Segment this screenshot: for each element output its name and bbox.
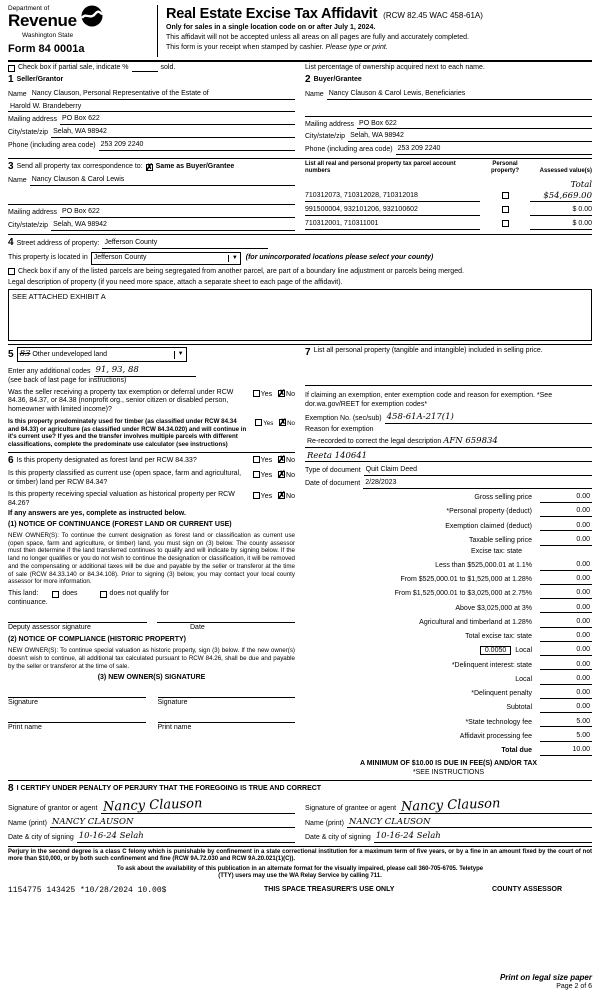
washington-state-label: Washington State — [22, 31, 74, 39]
buyer-phone-label: Phone (including area code) — [305, 146, 393, 154]
form-title-rcw: (RCW 82.45 WAC 458-61A) — [383, 11, 483, 20]
tier1-label: Less than $525,000.01 at 1.1% — [435, 561, 532, 569]
deputy-date-field[interactable] — [157, 614, 296, 623]
header-note-1: Only for sales in a single location code on or after July 1, 2024. — [166, 24, 376, 32]
minimum-due-note: A MINIMUM OF $10.00 IS DUE IN FEE(S) AND/OR TAX — [359, 759, 538, 767]
located-in-label: This property is located in — [8, 254, 88, 262]
agency-block — [8, 5, 158, 57]
seller-mailing-field[interactable]: PO Box 622 — [60, 115, 295, 125]
section-2-number: 2 — [305, 74, 311, 86]
deputy-assessor-label: Deputy assessor signature — [8, 623, 91, 631]
s6-q2-yes-checkbox[interactable] — [253, 471, 260, 478]
sold-label: sold. — [160, 63, 176, 71]
grantor-date-city-field[interactable]: 10-16-24 Selah — [77, 831, 295, 843]
ownership-note: List percentage of ownership acquired next to each name. — [305, 63, 485, 71]
grantor-signature-label: Signature of grantor or agent — [8, 804, 98, 812]
personal-property-deduct-label: *Personal property (deduct) — [446, 508, 532, 516]
s6-q1-yes-checkbox[interactable] — [253, 456, 260, 463]
corr-mailing-label: Mailing address — [8, 209, 58, 217]
s5-question-2: Is this property predominately used for timber (as classified under RCW 84.34 and 84.33) or agriculture (as classified under RCW 84.34.020) and will continue in it's current use? If yes and the transfer involves multiple parcels with different classifications, complete the predominate use calculator (see instructions) — [8, 417, 247, 448]
section-1-number: 1 — [8, 74, 14, 86]
print-name-label: Print name — [157, 723, 192, 731]
s6-q1-answers: Yes ✗ No — [249, 455, 295, 466]
delinquent-interest-state-label: *Delinquent interest: state — [451, 661, 532, 669]
parcel-row — [305, 220, 592, 230]
corr-city-label: City/state/zip — [8, 221, 49, 229]
parcel-table — [305, 161, 592, 231]
seller-phone-field[interactable]: 253 209 2240 — [99, 141, 295, 151]
header-note-3: This form is your receipt when stamped by cashier. Please type or print. — [166, 43, 388, 51]
personal-property-checkbox[interactable] — [502, 192, 509, 199]
cashier-stamp: 1154775 143425 *10/28/2024 10.00$ — [8, 885, 167, 895]
segregated-label: Check box if any of the listed parcels are being segregated from another parcel, are part of a boundary line adjustment or parcels being merged. — [18, 267, 464, 275]
alt-format-notice-1: To ask about the availability of this publication in an alternate format for the visually impaired, please call 360-705-6705. Teletype — [116, 865, 484, 872]
this-land-label: This land: — [8, 590, 39, 597]
form-title: Real Estate Excise Tax Affidavit — [166, 6, 378, 22]
header-note-2: This affidavit will not be accepted unless all areas on all pages are fully and accurately completed. — [166, 33, 469, 41]
s5-q1-yes-checkbox[interactable] — [253, 390, 260, 397]
personal-property-list-field[interactable] — [305, 360, 592, 386]
dor-logo-icon — [81, 5, 103, 31]
notice-continuance-title: (1) NOTICE OF CONTINUANCE (FOREST LAND OR CURRENT USE) — [8, 521, 232, 528]
county-select[interactable] — [91, 252, 241, 265]
grantor-name-print-field[interactable]: NANCY CLAUSON — [50, 817, 295, 829]
deputy-assessor-signature-field[interactable] — [8, 614, 147, 623]
s6-question-1: 6 Is this property designated as forest land per RCW 84.33? — [8, 454, 197, 466]
agricultural-timberland-value[interactable]: 0.00 — [540, 618, 592, 628]
buyer-mailing-label: Mailing address — [305, 120, 355, 128]
corr-city-field[interactable]: Selah, WA 98942 — [51, 221, 295, 231]
does-not-label: does not qualify for — [109, 590, 169, 597]
county-assessor-label: COUNTY ASSESSOR — [491, 885, 562, 893]
chevron-down-icon: ▼ — [228, 255, 238, 263]
tier3-value[interactable]: 0.00 — [540, 589, 592, 599]
partial-sale-checkbox[interactable] — [8, 65, 15, 72]
certify-statement: I CERTIFY UNDER PENALTY OF PERJURY THAT THE FOREGOING IS TRUE AND CORRECT — [16, 785, 322, 793]
tier1-value[interactable]: 0.00 — [540, 561, 592, 571]
county-select-value: Jefferson County — [93, 254, 147, 262]
exemption-intro: If claiming an exemption, enter exemption code and reason for exemption. *See dor.wa.gov/REET for exemption codes* — [305, 391, 553, 408]
new-owners-signature-title: (3) NEW OWNER(S) SIGNATURE — [97, 674, 206, 682]
section-5-land-use — [8, 347, 295, 448]
state-technology-fee-value[interactable]: 5.00 — [540, 718, 592, 728]
exemption-claimed-label: Exemption claimed (deduct) — [445, 522, 532, 530]
notice-continuance-body: NEW OWNER(S): To continue the current designation as forest land or classification as current use (open space, farm and agriculture, or timber) land, you must sign on (3) below. The county assessor must then determine if the land transferred continues to qualify and will indicate by signing below. If the land no longer qualifies or you do not wish to continue the designation or classification, it will be removed and the compensating or additional taxes will be due and payable by the seller or transferor at the time of sale (RCW 84.33.140 or 84.34.108). Prior to signing (3) below, you may contact your local county assessor for more information. — [8, 531, 295, 586]
partial-sale-label: Check box if partial sale, indicate % — [18, 63, 129, 71]
seller-city-field[interactable]: Selah, WA 98942 — [51, 128, 295, 138]
notice-compliance-title: (2) NOTICE OF COMPLIANCE (HISTORIC PROPERTY) — [8, 636, 186, 644]
section-7-tax — [305, 347, 592, 777]
corr-name-field-2[interactable] — [8, 196, 295, 205]
partial-sale-percent-field[interactable] — [132, 71, 158, 72]
notice-compliance-body: NEW OWNER(S): To continue special valuation as historic property, sign (3) below. If the new owner(s) doesn't wish to continue, all additional tax calculated pursuant to RCW 84.26, shall be due and payable by the seller or transferor at the time of sale. — [8, 647, 295, 670]
tier4-value[interactable]: 0.00 — [540, 604, 592, 614]
form-number: Form 84 0001a — [8, 42, 85, 55]
partial-sale-row — [8, 64, 295, 73]
s5-q1-no-checkbox[interactable] — [278, 390, 285, 397]
affidavit-processing-fee-label: Affidavit processing fee — [459, 732, 532, 740]
alt-format-notice-2: (TTY) users may use the WA Relay Service by calling 711. — [218, 873, 382, 880]
same-as-buyer-label: Same as Buyer/Grantee — [155, 162, 235, 170]
chevron-down-icon: ▼ — [174, 351, 184, 359]
parcel-row — [305, 180, 592, 202]
s5-q2-answers: Yes ✗ No — [251, 418, 295, 428]
gross-selling-price-value[interactable]: 0.00 — [540, 493, 592, 503]
additional-codes-field[interactable]: 91, 93, 88 — [94, 365, 197, 377]
grantee-signature-label: Signature of grantee or agent — [305, 804, 397, 812]
section-2-title: Buyer/Grantee — [313, 76, 362, 84]
local-rate-row — [305, 647, 540, 656]
exemption-claimed-value[interactable]: 0.00 — [540, 522, 592, 532]
grantee-date-city-field[interactable]: 10-16-24 Selah — [374, 831, 592, 843]
state-technology-fee-label: *State technology fee — [465, 718, 532, 726]
legal-description-field[interactable]: SEE ATTACHED EXHIBIT A — [8, 289, 592, 341]
land-use-value: 83 Other undeveloped land — [19, 349, 108, 360]
delinquent-interest-local-value[interactable]: 0.00 — [540, 675, 592, 685]
grantee-name-print-field[interactable]: NANCY CLAUSON — [347, 817, 592, 829]
parcel-numbers-field[interactable]: 710312001, 710311001 — [305, 220, 480, 230]
delinquent-interest-state-value[interactable]: 0.00 — [540, 661, 592, 671]
section-3-correspondence — [8, 161, 295, 231]
segregated-checkbox[interactable] — [8, 268, 15, 275]
continuance-label: continuance. — [8, 598, 48, 606]
excise-tax-state-header: Excise tax: state — [471, 547, 522, 555]
perjury-notice: Perjury in the second degree is a class C felony which is punishable by confinement in a state correctional institution for a maximum term of five years, or by a fine in an amount fixed by the court of not more than $10,000, or by both such confinement and fine (RCW 9A.72.030 and RCW 9A.20.021(1)(C)). — [8, 848, 592, 863]
type-of-document-label: Type of document — [305, 467, 361, 475]
signature-label: Signature — [8, 699, 38, 706]
personal-property-intro: List all personal property (tangible and intangible) included in selling price. — [313, 347, 543, 355]
total-excise-state-value[interactable]: 0.00 — [540, 632, 592, 642]
county-note: (for unincorporated locations please select your county) — [245, 254, 434, 262]
land-use-select[interactable] — [17, 347, 187, 362]
subtotal-value[interactable]: 0.00 — [540, 703, 592, 713]
signature-label: Signature — [157, 699, 188, 706]
land-does-checkbox[interactable] — [52, 591, 59, 598]
affidavit-processing-fee-value[interactable]: 5.00 — [540, 732, 592, 742]
local-tax-value[interactable]: 0.00 — [540, 646, 592, 656]
total-excise-state-label: Total excise tax: state — [465, 633, 532, 641]
parcel-numbers-field[interactable]: 991500004, 932101206, 932100602 — [305, 206, 480, 216]
s6-question-2: Is this property classified as current use (open space, farm and agricultural, or timber) land per RCW 84.34? — [8, 470, 242, 486]
street-address-field[interactable]: Jefferson County — [102, 239, 268, 249]
personal-property-checkbox[interactable] — [502, 206, 509, 213]
s6-q2-no-checkbox[interactable] — [278, 471, 285, 478]
s5-q1-answers: Yes ✗ No — [249, 389, 295, 400]
date-label: Date — [190, 623, 205, 631]
seller-name-field-2[interactable]: Harold W. Brandeberry — [8, 103, 295, 113]
seller-mailing-label: Mailing address — [8, 116, 58, 124]
gross-selling-price-label: Gross selling price — [474, 494, 532, 502]
s6-q3-answers: Yes ✗ No — [249, 491, 295, 502]
new-owner-print-field-1[interactable] — [8, 714, 146, 723]
treasurer-use-label: THIS SPACE TREASURER'S USE ONLY — [264, 885, 395, 893]
delinquent-penalty-value[interactable]: 0.00 — [540, 689, 592, 699]
seller-phone-label: Phone (including area code) — [8, 141, 96, 149]
legal-size-note: Print on legal size paper — [499, 973, 592, 983]
reason-field-1[interactable]: Re-recorded to correct the legal description AFN 659834 — [305, 436, 592, 448]
total-due-label: Total due — [501, 747, 532, 755]
date-of-document-label: Date of document — [305, 479, 361, 487]
additional-codes-label: Enter any additional codes — [8, 368, 91, 375]
section-4-property — [8, 237, 592, 342]
buyer-city-field[interactable]: Selah, WA 98942 — [348, 132, 592, 142]
section-7-number: 7 — [305, 347, 311, 359]
buyer-phone-field[interactable]: 253 209 2240 — [396, 145, 592, 155]
buyer-name-label: Name — [305, 90, 324, 98]
send-correspondence-label: Send all property tax correspondence to: — [16, 162, 143, 170]
grantor-signature-field[interactable]: Nancy Clauson — [101, 799, 295, 814]
agricultural-timberland-label: Agricultural and timberland at 1.28% — [419, 618, 532, 626]
legal-description-label: Legal description of property (if you need more space, attach a separate sheet to each page of the affidavit). — [8, 278, 343, 286]
type-of-document-field[interactable]: Quit Claim Deed — [364, 466, 592, 476]
taxable-selling-price-label: Taxable selling price — [468, 536, 532, 544]
codes-note: (see back of last page for instructions) — [8, 376, 127, 384]
title-block — [158, 5, 592, 57]
new-owner-signature-field-1[interactable] — [8, 689, 146, 698]
personal-property-deduct-value[interactable]: 0.00 — [540, 507, 592, 517]
delinquent-interest-local-label: Local — [515, 675, 532, 683]
seller-name-label: Name — [8, 90, 27, 98]
any-yes-note: If any answers are yes, complete as instructed below. — [8, 510, 186, 518]
new-owner-signature-field-2[interactable] — [158, 689, 296, 698]
parcel-numbers-field[interactable]: 710312073, 710312028, 710312018 — [305, 192, 480, 202]
tier2-value[interactable]: 0.00 — [540, 575, 592, 585]
grantee-name-print-label: Name (print) — [305, 819, 344, 827]
personal-property-checkbox[interactable] — [502, 220, 509, 227]
buyer-city-label: City/state/zip — [305, 133, 346, 141]
s5-q2-no-checkbox[interactable] — [279, 419, 286, 426]
s6-q2-answers: Yes ✗ No — [249, 470, 295, 481]
land-qualify-row — [8, 590, 295, 599]
buyer-name-field[interactable]: Nancy Clauson & Carol Lewis, Beneficiaries — [327, 90, 592, 100]
street-address-label: Street address of property: — [16, 240, 100, 248]
delinquent-penalty-label: *Delinquent penalty — [471, 690, 532, 698]
corr-name-field[interactable]: Nancy Clauson & Carol Lewis — [30, 176, 295, 186]
land-does-not-checkbox[interactable] — [100, 591, 107, 598]
section-1-title: Seller/Grantor — [16, 76, 64, 84]
section-1-seller — [8, 74, 295, 155]
s6-q1-no-checkbox[interactable] — [278, 456, 285, 463]
buyer-name-field-2[interactable] — [305, 108, 592, 117]
exemption-no-label: Exemption No. (sec/sub) — [305, 415, 382, 423]
section-4-number: 4 — [8, 236, 14, 248]
section-6-designation — [8, 455, 295, 733]
grantee-signature-field[interactable]: Nancy Clauson — [399, 799, 592, 814]
section-2-buyer — [305, 74, 592, 155]
local-rate-field[interactable]: 0.0050 — [480, 646, 511, 655]
taxable-selling-price-value[interactable]: 0.00 — [540, 536, 592, 546]
page-indicator: Page 2 of 6 — [556, 983, 592, 991]
grantor-name-print-label: Name (print) — [8, 819, 47, 827]
corr-name-label: Name — [8, 177, 27, 185]
revenue-wordmark: Revenue — [8, 11, 77, 31]
tier2-label: From $525,000.01 to $1,525,000 at 1.28% — [400, 576, 532, 584]
buyer-mailing-field[interactable]: PO Box 622 — [357, 120, 592, 130]
new-owner-print-field-2[interactable] — [158, 714, 296, 723]
assessed-value-col-header: Assessed value(s) — [539, 168, 592, 175]
section-8-number: 8 — [8, 783, 14, 795]
same-as-buyer-checkbox[interactable] — [146, 164, 153, 171]
reason-field-2[interactable]: Reeta 140641 — [305, 451, 592, 463]
form-header — [8, 5, 592, 62]
grantee-date-city-label: Date & city of signing — [305, 834, 371, 842]
parcel-row — [305, 206, 592, 216]
seller-name-field[interactable]: Nancy Clauson, Personal Representative of the Estate of — [30, 90, 295, 100]
date-of-document-field[interactable]: 2/28/2023 — [363, 479, 592, 489]
section-5-number: 5 — [8, 348, 14, 360]
corr-mailing-field[interactable]: PO Box 622 — [60, 208, 295, 218]
tier3-label: From $1,525,000.01 to $3,025,000 at 2.75% — [394, 590, 532, 598]
personal-property-col-header: Personal property? — [490, 160, 519, 175]
does-label: does — [62, 590, 78, 597]
s6-q3-no-checkbox[interactable] — [278, 492, 285, 499]
assessed-value-field[interactable]: Total $54,669.00 — [530, 180, 592, 202]
section-8-certify — [8, 783, 592, 843]
total-due-value[interactable]: 10.00 — [540, 746, 592, 756]
subtotal-label: Subtotal — [506, 704, 532, 712]
dept-of-label: Department of — [8, 5, 50, 12]
grantor-date-city-label: Date & city of signing — [8, 834, 74, 842]
reason-for-exemption-label: Reason for exemption — [305, 426, 374, 433]
s6-q3-yes-checkbox[interactable] — [253, 492, 260, 499]
assessed-value-field[interactable]: $ 0.00 — [530, 206, 592, 216]
tier4-label: Above $3,025,000 at 3% — [455, 604, 532, 612]
s5-question-1: Was the seller receiving a property tax exemption or deferral under RCW 84.36, 84.37, or 84.38 (nonprofit org., senior citizen or disabled person, homeowner with limited income)? — [8, 388, 234, 413]
local-label: Local — [515, 647, 532, 655]
parcel-col-header: List all real and personal property tax parcel account numbers — [305, 160, 456, 175]
form-footer — [8, 848, 592, 991]
seller-city-label: City/state/zip — [8, 129, 49, 137]
see-instructions-note: *SEE INSTRUCTIONS — [412, 768, 485, 776]
s6-question-3: Is this property receiving special valuation as historical property per RCW 84.26? — [8, 490, 235, 507]
s5-q2-yes-checkbox[interactable] — [255, 419, 262, 426]
assessed-value-field[interactable]: $ 0.00 — [530, 220, 592, 230]
section-3-number: 3 — [8, 160, 14, 172]
print-name-label: Print name — [8, 723, 42, 731]
exemption-no-field[interactable]: 458-61A-217(1) — [385, 412, 592, 424]
